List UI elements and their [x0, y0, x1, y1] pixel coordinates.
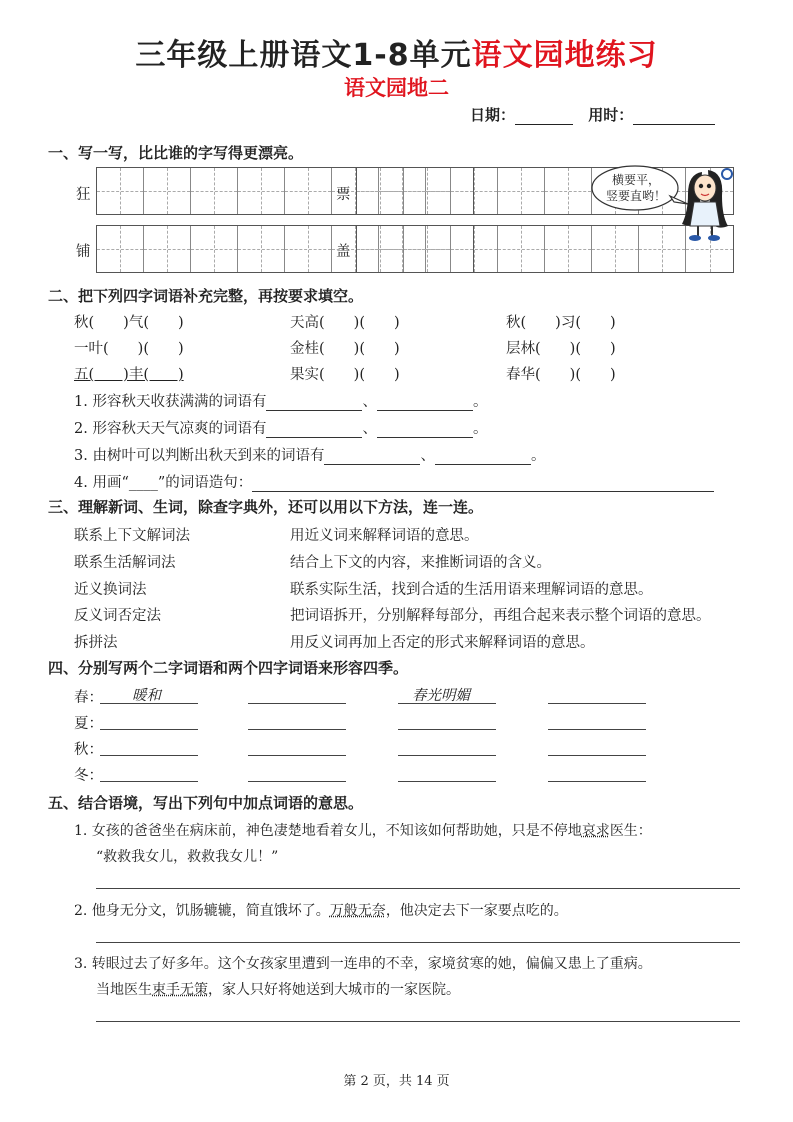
method-right-4[interactable]: 把词语拆开，分别解释每部分，再组合起来表示整个词语的意思。 [290, 608, 711, 624]
s5-q3-text-c: ，家人只好将她送到大城市的一家医院。 [208, 982, 460, 998]
section2-heading: 二、把下列四字词语补充完整，再按要求填空。 [48, 287, 364, 305]
s5-q2-text-a: 2. 他身无分文，饥肠辘辘，简直饿坏了。 [74, 903, 330, 919]
time-blank[interactable] [633, 110, 715, 125]
method-left-1[interactable]: 联系上下文解词法 [74, 528, 190, 544]
section1-heading: 一、写一写，比比谁的字写得更漂亮。 [48, 144, 304, 162]
s2-q2-sep: 、 [362, 421, 377, 437]
method-right-2[interactable]: 结合上下文的内容，来推断词语的含义。 [290, 555, 551, 571]
speech-bubble [606, 172, 666, 204]
s5-q1-line1 [74, 820, 652, 840]
method-left-2[interactable]: 联系生活解词法 [74, 555, 176, 571]
s5-q3-answer[interactable] [96, 1020, 740, 1022]
date-label: 日期： [470, 106, 516, 124]
s5-q3-text-b: 当地医生 [96, 982, 152, 998]
s2-q2-blank2[interactable] [377, 423, 473, 438]
s2-q2-end: 。 [472, 421, 488, 437]
method-left-5[interactable]: 拆拼法 [74, 635, 118, 651]
spring-blank-2[interactable] [248, 702, 346, 704]
s2-q2 [74, 417, 487, 438]
s2-q1-text: 1. 形容秋天收获满满的词语有 [74, 394, 267, 410]
s2-q2-text: 2. 形容秋天天气凉爽的词语有 [74, 421, 267, 437]
idiom-3-2[interactable]: 果实( )( ) [290, 367, 400, 383]
s5-q2-dotted-word: 万般无奈 [329, 903, 386, 919]
season-autumn: 秋： [74, 742, 103, 758]
spring-blank-4[interactable] [548, 702, 646, 704]
s5-q1-answer[interactable] [96, 887, 740, 889]
s2-q1-blank2[interactable] [377, 396, 473, 411]
summer-blank-3[interactable] [398, 728, 496, 730]
idiom-1-1[interactable]: 秋( )气( ) [74, 315, 184, 331]
method-right-3[interactable]: 联系实际生活，找到合适的生活用语来理解词语的意思。 [290, 582, 653, 598]
summer-blank-4[interactable] [548, 728, 646, 730]
autumn-blank-3[interactable] [398, 754, 496, 756]
s5-q3-dotted-word: 束手无策 [152, 982, 208, 998]
idiom-2-2[interactable]: 金桂( )( ) [290, 341, 400, 357]
s2-q3-end: 。 [530, 448, 546, 464]
winter-blank-3[interactable] [398, 780, 496, 782]
method-right-5[interactable]: 用反义词再加上否定的形式来解释词语的意思。 [290, 635, 595, 651]
section4-heading: 四、分别写两个二字词语和两个四字词语来形容四季。 [48, 659, 409, 677]
s2-q1-end: 。 [472, 394, 488, 410]
page-title [0, 30, 793, 74]
winter-blank-1[interactable] [100, 780, 198, 782]
s2-q3-text: 3. 由树叶可以判断出秋天到来的词语有 [74, 448, 325, 464]
summer-blank-2[interactable] [248, 728, 346, 730]
idiom-1-2[interactable]: 天高( )( ) [290, 315, 400, 331]
idiom-2-1[interactable]: 一叶( )( ) [74, 341, 184, 357]
s5-q1-dotted-word: 哀求 [581, 823, 610, 839]
s5-q1-line2: “救救我女儿，救救我女儿！” [96, 849, 279, 865]
s2-q3-sep: 、 [420, 448, 435, 464]
s5-q3-line2 [96, 979, 460, 999]
s2-q3-blank2[interactable] [435, 450, 531, 465]
s2-q3-blank1[interactable] [324, 450, 420, 465]
page-footer: 第 2 页，共 14 页 [343, 1074, 450, 1089]
page-subtitle: 语文园地二 [344, 76, 449, 100]
date-blank[interactable] [515, 110, 573, 125]
char-kuang: 狂 [76, 187, 91, 203]
s2-q4-blank[interactable] [252, 477, 714, 492]
winter-blank-4[interactable] [548, 780, 646, 782]
s2-q3 [74, 444, 545, 465]
autumn-blank-4[interactable] [548, 754, 646, 756]
s2-q2-blank1[interactable] [266, 423, 362, 438]
method-left-4[interactable]: 反义词否定法 [74, 608, 161, 624]
s2-q1 [74, 390, 487, 411]
s5-q2-line [74, 900, 568, 920]
winter-blank-2[interactable] [248, 780, 346, 782]
method-right-1[interactable]: 用近义词来解释词语的意思。 [290, 528, 479, 544]
time-label: 用时： [588, 106, 634, 124]
s5-q2-answer[interactable] [96, 941, 740, 943]
example-word-1: 暖和 [132, 688, 161, 704]
s2-q1-sep: 、 [362, 394, 377, 410]
method-left-3[interactable]: 近义换词法 [74, 582, 147, 598]
section3-heading: 三、理解新词、生词，除查字典外，还可以用以下方法，连一连。 [48, 498, 484, 516]
s5-q1-text-b: 医生： [609, 823, 652, 839]
idiom-3-3[interactable]: 春华( )( ) [506, 367, 616, 383]
summer-blank-1[interactable] [100, 728, 198, 730]
season-summer: 夏： [74, 716, 103, 732]
s5-q3-line1: 3. 转眼过去了好多年。这个女孩家里遭到一连串的不幸，家境贫寒的她，偏偏又患上了重病。 [74, 956, 652, 972]
title-black: 三年级上册语文1-8单元 [135, 38, 472, 73]
idiom-1-3[interactable]: 秋( )习( ) [506, 315, 616, 331]
title-red: 语文园地练习 [471, 38, 658, 73]
bubble-line-2: 竖要直哟！ [606, 189, 667, 203]
s2-q1-blank1[interactable] [266, 396, 362, 411]
char-piao: 票 [336, 187, 351, 203]
idiom-3-1[interactable]: 五( )丰( ) [74, 367, 184, 383]
s2-q4 [74, 471, 714, 492]
spring-blank-1[interactable] [100, 702, 198, 704]
s2-q4-text: 4. 用画“____”的词语造句： [74, 475, 253, 491]
idiom-2-3[interactable]: 层林( )( ) [506, 341, 616, 357]
date-time-bar [470, 104, 715, 125]
autumn-blank-1[interactable] [100, 754, 198, 756]
example-word-2: 春光明媚 [412, 688, 470, 704]
char-gai: 盖 [336, 244, 351, 260]
char-pu: 铺 [76, 244, 91, 260]
spring-blank-3[interactable] [398, 702, 496, 704]
autumn-blank-2[interactable] [248, 754, 346, 756]
season-winter: 冬： [74, 768, 103, 784]
s5-q2-text-b: ，他决定去下一家要点吃的。 [385, 903, 568, 919]
bubble-line-1: 横要平， [611, 173, 660, 187]
s5-q1-text-a: 1. 女孩的爸爸坐在病床前，神色凄楚地看着女儿，不知该如何帮助她，只是不停地 [74, 823, 582, 839]
section5-heading: 五、结合语境，写出下列句中加点词语的意思。 [48, 794, 364, 812]
season-spring: 春： [74, 690, 103, 706]
